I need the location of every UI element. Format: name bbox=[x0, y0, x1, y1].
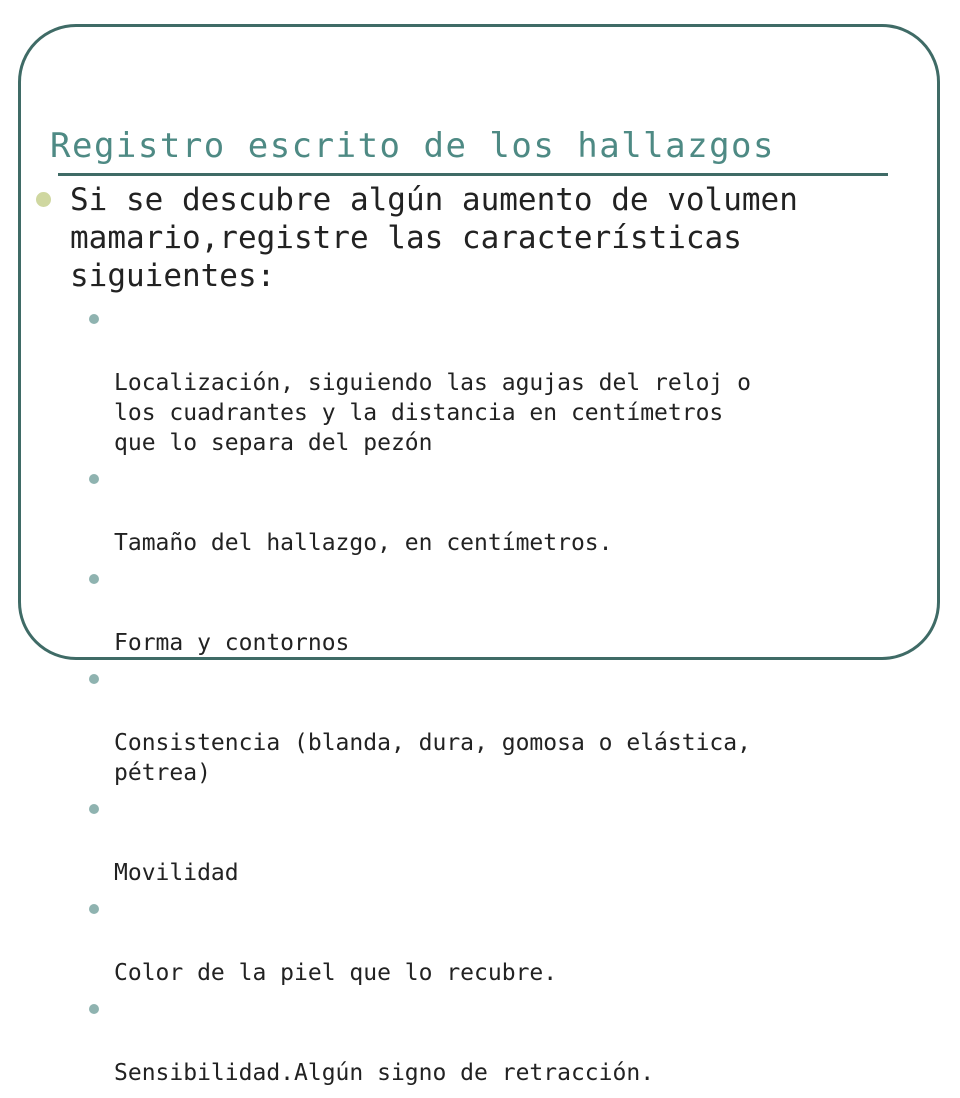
slide-title: Registro escrito de los hallazgos bbox=[50, 126, 776, 166]
sub-bullet-icon bbox=[89, 804, 99, 814]
sub-point-list bbox=[84, 308, 944, 1098]
sub-point-shape bbox=[84, 568, 944, 658]
sub-bullet-icon bbox=[89, 574, 99, 584]
sub-point-text: Tamaño del hallazgo, en centímetros. bbox=[114, 530, 613, 556]
sub-point-text: Color de la piel que lo recubre. bbox=[114, 960, 558, 986]
sub-bullet-icon bbox=[89, 474, 99, 484]
sub-point-location bbox=[84, 308, 944, 458]
sub-point-skin-color bbox=[84, 898, 944, 988]
sub-point-text: Forma y contornos bbox=[114, 630, 350, 656]
sub-point-text: Consistencia (blanda, dura, gomosa o elástica, pétrea) bbox=[114, 730, 751, 786]
sub-bullet-icon bbox=[89, 1004, 99, 1014]
sub-point-text: Movilidad bbox=[114, 860, 239, 886]
sub-point-consistency bbox=[84, 668, 944, 788]
sub-point-text: Sensibilidad.Algún signo de retracción. bbox=[114, 1060, 655, 1086]
sub-point-size bbox=[84, 468, 944, 558]
sub-bullet-icon bbox=[89, 904, 99, 914]
sub-point-text: Localización, siguiendo las agujas del reloj o los cuadrantes y la distancia en centímetros que lo separa del pezón bbox=[114, 370, 751, 456]
sub-bullet-icon bbox=[89, 314, 99, 324]
sub-point-mobility bbox=[84, 798, 944, 888]
main-bullet-icon bbox=[36, 192, 51, 207]
main-point: Si se descubre algún aumento de volumen mamario,registre las características siguientes: bbox=[70, 182, 798, 294]
sub-point-sensitivity bbox=[84, 998, 944, 1088]
sub-bullet-icon bbox=[89, 674, 99, 684]
title-underline bbox=[58, 173, 888, 176]
